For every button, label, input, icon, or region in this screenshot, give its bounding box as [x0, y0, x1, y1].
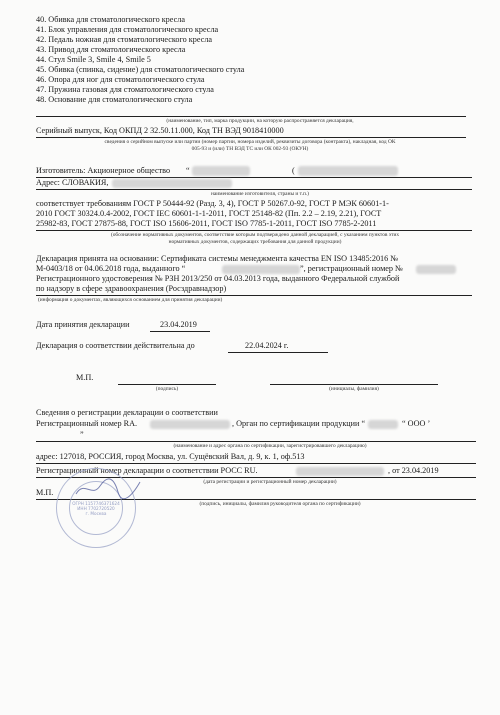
list-item: 46. Опора для ног для стоматологического стула — [36, 75, 205, 84]
list-item: 40. Обивка для стоматологического кресла — [36, 15, 185, 24]
decl-date: , от 23.04.2019 — [388, 466, 439, 475]
manufacturer-label: Изготовитель: Акционерное общество — [36, 166, 171, 175]
compliance-text: соответствует требованиям ГОСТ Р 50444-92 (Разд. 3, 4), ГОСТ Р 50267.0-92, ГОСТ Р МЭК 60601-1- 2010 ГОСТ 30324.0.4-2002, ГОСТ IEC 60601-1-1-2011, ГОСТ 25148-82 (Пп. 2.2 – 2.19, 2.21), ГОСТ 25982-83, ГОСТ 27875-88, ГОСТ ISO 15606-2011, ГОСТ ISO 7785-1-2011, ГОСТ ISO 7785-2-2011 — [36, 199, 389, 228]
serial-line: Серийный выпуск, Код ОКПД 2 32.50.11.000, Код ТН ВЭД 9018410000 — [36, 126, 284, 135]
list-item: 47. Пружина газовая для стоматологического стула — [36, 85, 214, 94]
list-item: 43. Привод для стоматологического кресла — [36, 45, 186, 54]
head-signature-note: (подпись, инициалы, фамилия руководителя органа по сертификации) — [199, 501, 361, 507]
basis-line-3: Регистрационного удостоверения № РЗН 2013/250 от 04.03.2013 года, выданного Федеральной службой — [36, 274, 400, 283]
mp-label-2: М.П. — [36, 488, 54, 497]
mp-label: М.П. — [76, 373, 94, 382]
list-item: 41. Блок управления для стоматологического кресла — [36, 25, 219, 34]
initials-note: (инициалы, фамилия) — [329, 386, 379, 392]
list-item: 45. Обивка (спинка, сидение) для стоматологического стула — [36, 65, 245, 74]
registration-org: , Орган по сертификации продукции “ — [232, 419, 366, 428]
basis-line-1: Декларация принята на основании: Сертификата системы менеджмента качества EN ISO 13485:2016 № — [36, 254, 399, 263]
list-item: 44. Стул Smile 3, Smile 4, Smile 5 — [36, 55, 151, 64]
list-item: 42. Педаль ножная для стоматологического кресла — [36, 35, 213, 44]
signature-note: (подпись) — [155, 386, 179, 392]
registration-heading: Сведения о регистрации декларации о соответствии — [36, 408, 218, 417]
reg-date-note: (дата регистрации и регистрационный номер декларации) — [203, 479, 337, 485]
redacted-block — [298, 166, 398, 176]
basis-line-2b: ”, регистрационный номер № — [300, 264, 403, 273]
redacted-block — [222, 265, 300, 274]
list-item: 48. Основание для стоматологического стула — [36, 95, 193, 104]
reg-org-address: адрес: 127018, РОССИЯ, город Москва, ул. Сущёвский Вал, д. 9, к. 1, оф.513 — [36, 452, 305, 461]
registration-number: Регистрационный номер RA. — [36, 419, 138, 428]
manufacturer-note: наименование изготовителя, страны и т.п.) — [211, 191, 309, 197]
basis-line-4: по надзору в сфере здравоохранения (Росздравнадзор) — [36, 284, 227, 293]
basis-line-2a: M-0403/18 от 04.06.2018 года, выданного “ — [36, 264, 186, 273]
validity-date: 22.04.2024 г. — [245, 341, 289, 350]
registration-ooo: “ ООО ’ — [402, 419, 431, 428]
declaration-page: 40. Обивка для стоматологического кресла 41. Блок управления для стоматологического кресла 42. Педаль ножная для стоматологического кресла 43. Привод для стоматологического кресла 44. Стул Smile 3, Smile 4, Smile 5 45. Обивка (спинка, сидение) для стоматологического стула 46. Опора для ног для стоматологического стула 47. Пружина газовая для стоматологического стула 48. Основание для стоматологического стула (наименование, тип, марка продукции, на которую распространяется декларация, Серийный выпуск, Код ОКПД 2 32.50.11.000, Код ТН ВЭД 9018410000 сведения о серийном выпуске или партии (номер партии, номера изделий, реквизиты договора (контракта), накладная, код ОК 005-93 и (или) ТН ВЭД ТС или ОК 002-93 (ОКУН) Изготовитель: Акционерное общество “ ( Адрес: СЛОВАКИЯ, наименование изготовителя, страны и т.п.) соответствует требованиям ГОСТ Р 50444-92 (Разд. 3, 4), ГОСТ Р 50267.0-92, ГОСТ Р МЭК 60601-1- 2010 ГОСТ 30324.0.4-2002, ГОСТ IEC 60601-1-1-2011, ГОСТ 25148-82 (Пп. 2.2 – 2.19, 2.21), ГОСТ 25982-83, ГОСТ 27875-88, ГОСТ ISO 15606-2011, ГОСТ ISO 7785-1-2011, ГОСТ ISO 7785-2-2011 (обозначение нормативных документов, соответствие которым подтверждено данной декларацией, с указанием пунктов этих нормативных документов, содержащих требования для данной продукции) Декларация принята на основании: Сертификата системы менеджмента качества EN ISO 13485:2016 № M-0403/18 от 04.06.2018 года, выданного “ ”, регистрационный номер № Регистрационного удостоверения № РЗН 2013/250 от 04.03.2013 года, выданного Федеральной службой по надзору в сфере здравоохранения (Росздравнадзор) (информация о документах, являющихся основанием для принятия декларации) Дата принятия декларации 23.04.2019 Декларация о соответствии действительна до 22.04.2024 г. М.П. (подпись) (инициалы, фамилия) Сведения о регистрации декларации о соответствии Регистрационный номер RA. , Орган по сертификации продукции “ “ ООО ’ ” (наименование и адрес органа по сертификации, зарегистрировавшего декларацию) адрес: 127018, РОССИЯ, город Москва, ул. Сущёвский Вал, д. 9, к. 1, оф.513 Регистрационный номер декларации о соответствии РОСС RU. , от 23.04.2019 (дата регистрации и регистрационный номер декларации) М.П. (подпись, инициалы, фамилия руководителя органа по сертификации) ОГРН 1157746371624 ИНН 7702720520 г. Москва — [0, 0, 500, 715]
redacted-block — [192, 166, 250, 176]
manufacturer-address: Адрес: СЛОВАКИЯ, — [36, 178, 109, 187]
redacted-block — [368, 420, 398, 429]
organization-stamp: ОГРН 1157746371624 ИНН 7702720520 г. Москва — [56, 468, 136, 548]
serial-note: сведения о серийном выпуске или партии (номер партии, номера изделий, реквизиты договора (контракта), накладная, код ОК — [104, 139, 396, 145]
reg-org-note: (наименование и адрес органа по сертификации, зарегистрировавшего декларацию) — [173, 443, 367, 449]
normative-note-2: нормативных документов, содержащих требования для данной продукции) — [168, 239, 342, 245]
decl-number: Регистрационный номер декларации о соответствии РОСС RU. — [36, 466, 258, 475]
acceptance-label: Дата принятия декларации — [36, 320, 130, 329]
acceptance-date: 23.04.2019 — [160, 320, 197, 329]
handwritten-signature — [74, 476, 144, 502]
normative-note: (обозначение нормативных документов, соответствие которым подтверждено данной декларацией, с указанием пунктов этих — [110, 232, 400, 238]
redacted-block — [296, 467, 384, 476]
item-list — [36, 15, 244, 105]
redacted-block — [150, 420, 230, 429]
validity-label: Декларация о соответствии действительна до — [36, 341, 195, 350]
redacted-block — [416, 265, 456, 274]
product-name-note: (наименование, тип, марка продукции, на которую распространяется декларация, — [166, 118, 354, 124]
serial-note-2: 005-93 и (или) ТН ВЭД ТС или ОК 002-93 (ОКУН) — [191, 146, 309, 152]
basis-note: (информация о документах, являющихся основанием для принятия декларации) — [38, 297, 223, 303]
redacted-block — [112, 179, 232, 188]
